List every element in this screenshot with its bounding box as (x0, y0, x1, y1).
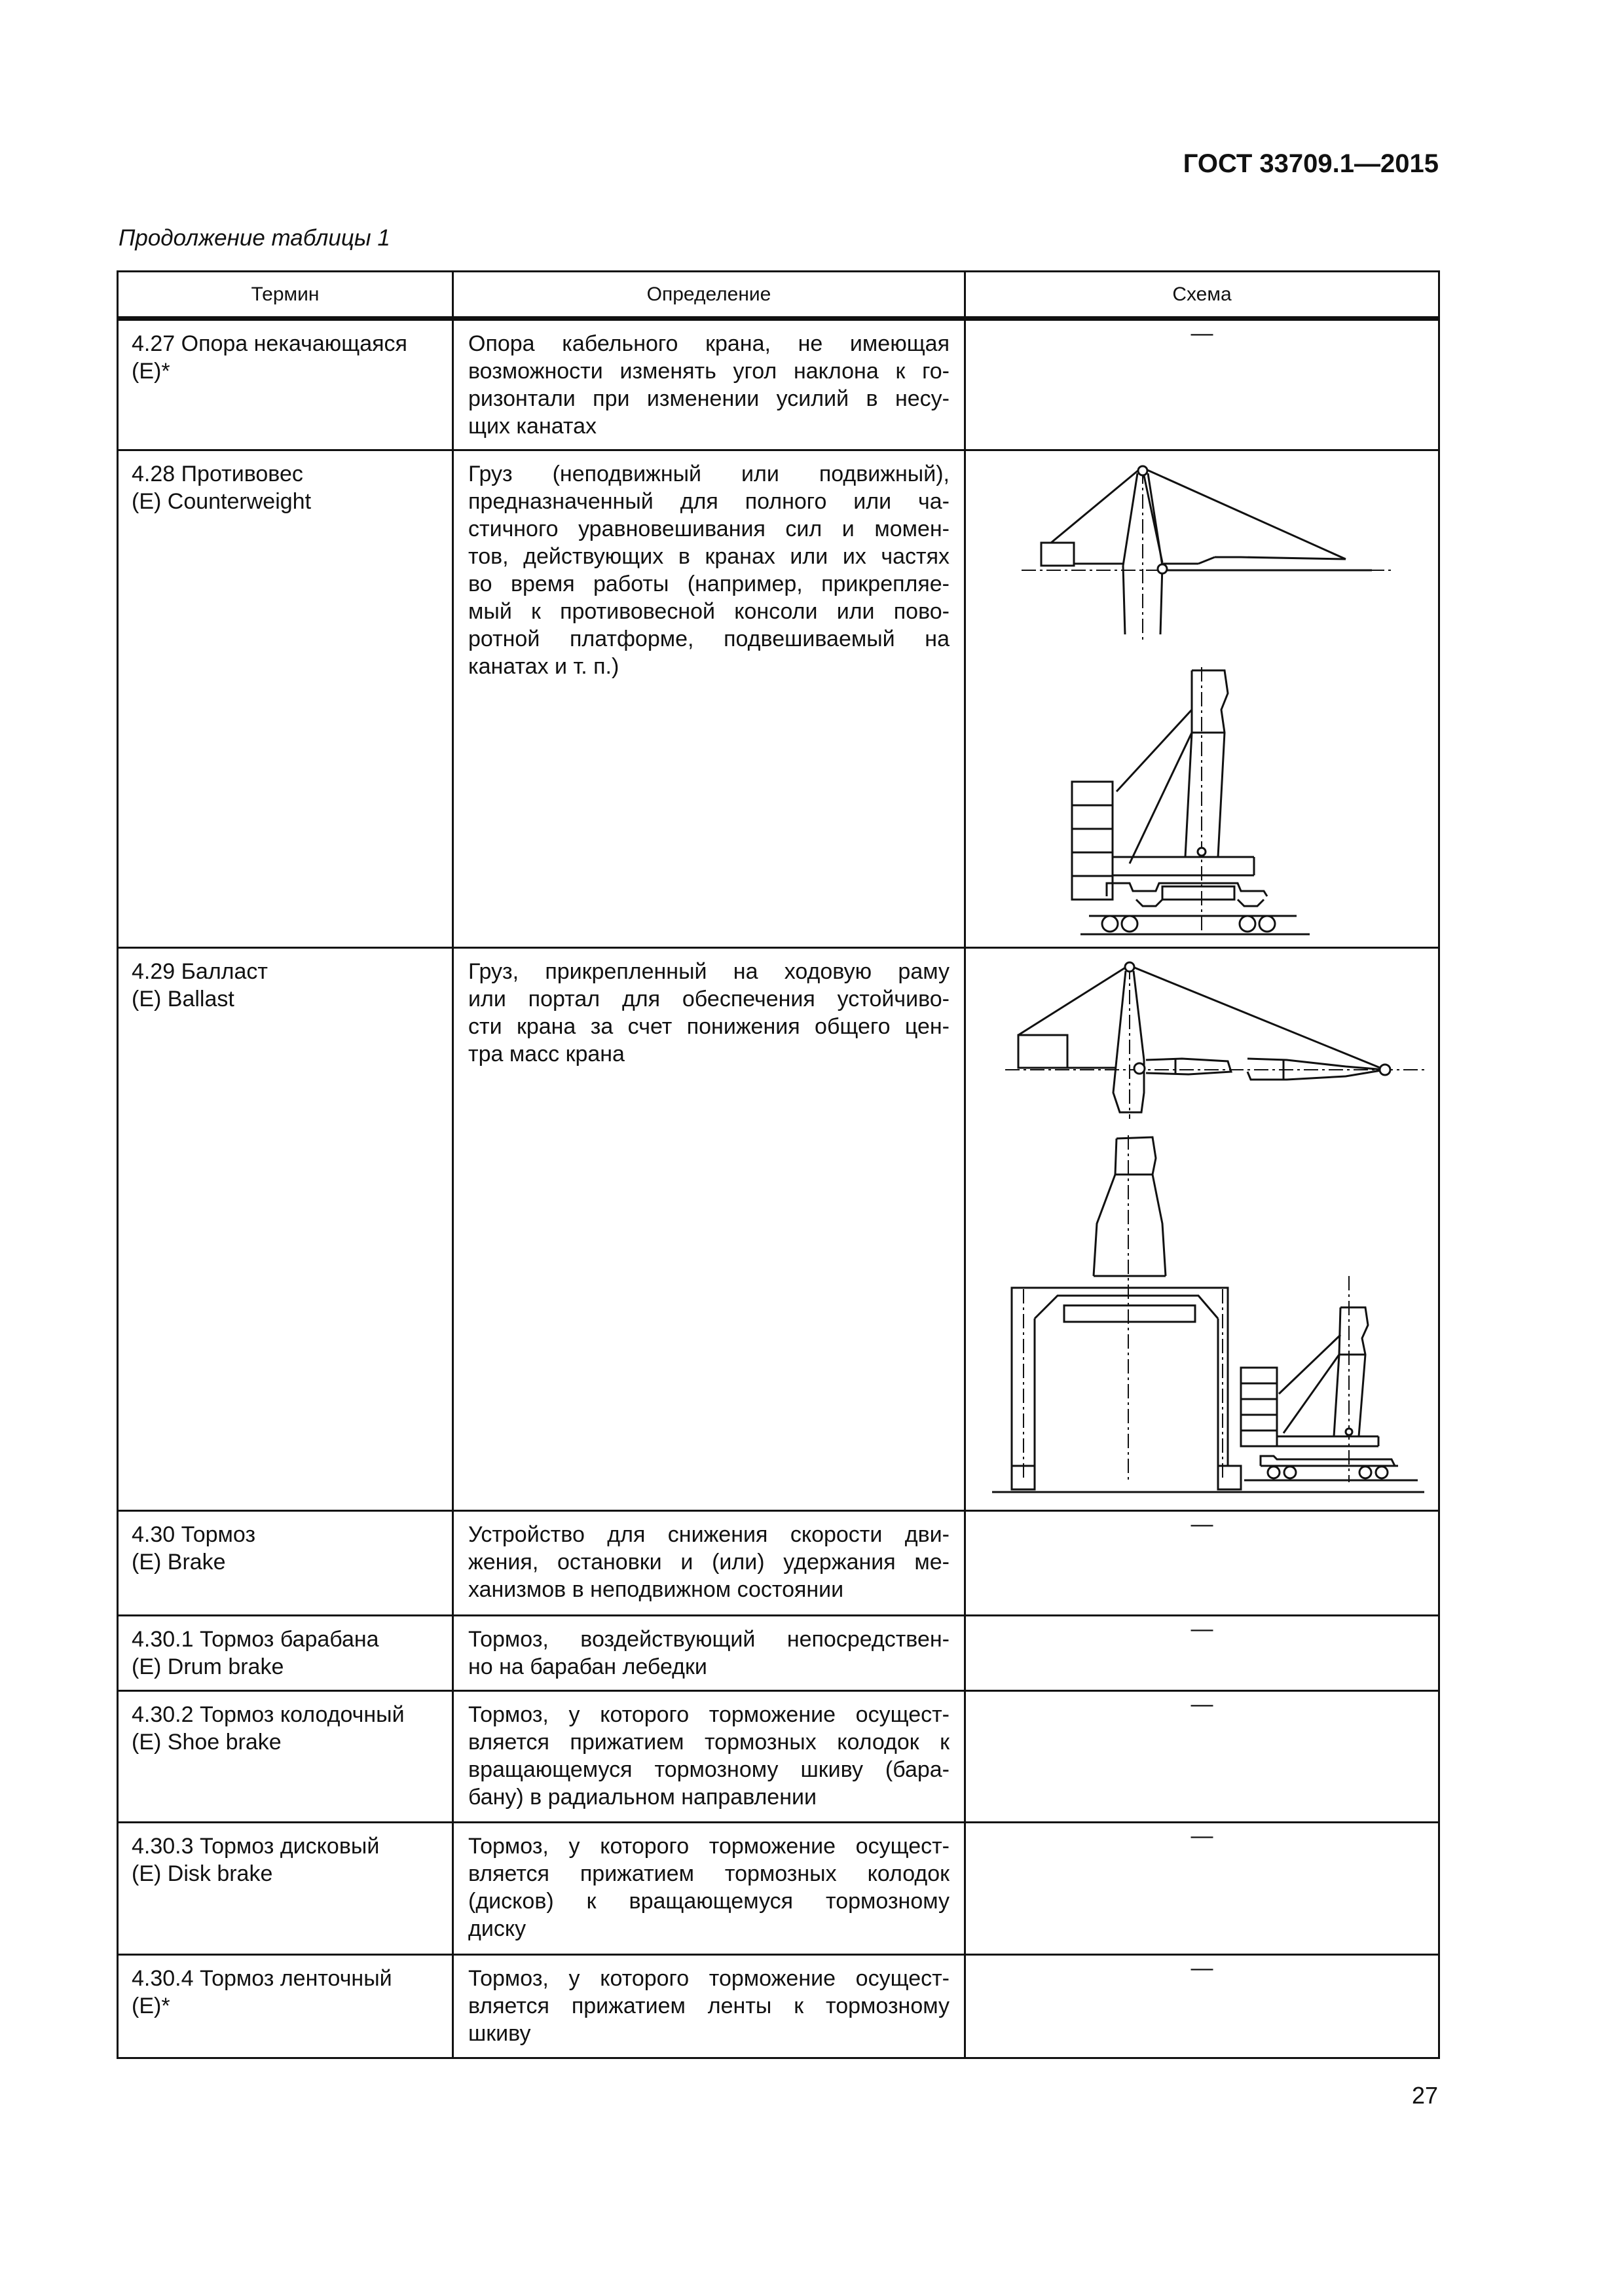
schema-cell: — (965, 1955, 1439, 2058)
definition-line: предназначенный для полного или ча- (468, 489, 950, 514)
definition-line: Опора кабельного крана, не имеющая (468, 331, 950, 356)
ballast-crane-schemes (966, 949, 1440, 1509)
definition-line: Тормоз, у которого торможение осущест- (468, 1834, 950, 1859)
definition-line: (дисков) к вращающемуся тормозному (468, 1889, 950, 1914)
term-name: 4.30.3 Тормоз дисковый (132, 1834, 380, 1859)
definition-cell (453, 1616, 965, 1691)
column-header-term: Термин (118, 272, 453, 319)
definition-line: ротной платформе, подвешиваемый на (468, 627, 950, 651)
definition-line: или портал для обеспечения устойчиво- (468, 987, 950, 1011)
definition-cell (453, 450, 965, 948)
definition-line: Тормоз, воздействующий непосредствен- (468, 1627, 950, 1652)
table-row (118, 1823, 1439, 1955)
definition-line: вращающемуся тормозному шкиву (бара- (468, 1757, 950, 1782)
definition-line: Устройство для снижения скорости дви- (468, 1522, 950, 1547)
portal-crane-top-scheme (1005, 962, 1424, 1119)
definition-line: вляется прижатием тормозных колодок к (468, 1730, 950, 1755)
term-cell (118, 948, 453, 1511)
definition-line: Груз (неподвижный или подвижный), (468, 462, 950, 486)
definition-line: Груз, прикрепленный на ходовую раму (468, 959, 950, 984)
small-mobile-crane-scheme (1241, 1276, 1418, 1482)
schema-cell (965, 450, 1439, 948)
definition-line: тра масс крана (468, 1042, 625, 1066)
term-name: 4.30.2 Тормоз колодочный (132, 1702, 405, 1727)
table-continuation-label: Продолжение таблицы 1 (119, 225, 390, 251)
column-header-schema: Схема (965, 272, 1439, 319)
term-cell (118, 319, 453, 450)
term-english: (E) Disk brake (132, 1861, 273, 1886)
table-row (118, 1955, 1439, 2058)
term-cell (118, 450, 453, 948)
term-english: (E) Counterweight (132, 489, 312, 514)
term-english: (E) Shoe brake (132, 1730, 282, 1755)
term-cell (118, 1511, 453, 1616)
term-cell (118, 1955, 453, 2058)
term-name: 4.30.1 Тормоз барабана (132, 1627, 379, 1652)
definition-line: во время работы (например, прикрепляе- (468, 572, 950, 596)
table-header-row (118, 272, 1439, 319)
tower-crane-scheme (1022, 466, 1392, 641)
definition-line: но на барабан лебедки (468, 1654, 707, 1679)
portal-gantry-scheme (1012, 1135, 1241, 1489)
term-english: (E) Drum brake (132, 1654, 284, 1679)
counterweight-crane-schemes (966, 451, 1440, 946)
definition-line: диску (468, 1916, 526, 1941)
column-header-definition: Определение (453, 272, 965, 319)
schema-cell: — (965, 1823, 1439, 1955)
table-row (118, 1616, 1439, 1691)
table-row (118, 450, 1439, 948)
mobile-crane-scheme (1072, 667, 1310, 934)
definition-line: вляется прижатием ленты к тормозному (468, 1994, 950, 2018)
term-name: 4.27 Опора некачающаяся (132, 331, 407, 356)
definition-line: щих канатах (468, 414, 597, 439)
definition-line: ханизмов в неподвижном состоянии (468, 1577, 844, 1602)
schema-cell (965, 948, 1439, 1511)
definition-line: тов, действующих в кранах или их частях (468, 544, 950, 569)
definition-cell (453, 1511, 965, 1616)
term-english: (E)* (132, 359, 170, 384)
definition-cell (453, 948, 965, 1511)
definition-cell (453, 1823, 965, 1955)
definition-line: мый к противовесной консоли или пово- (468, 599, 950, 624)
definition-cell (453, 1955, 965, 2058)
term-english: (E)* (132, 1994, 170, 2018)
term-english: (E) Ballast (132, 987, 234, 1011)
definition-line: сти крана за счет понижения общего цен- (468, 1014, 950, 1039)
table-row (118, 948, 1439, 1511)
term-name: 4.30 Тормоз (132, 1522, 256, 1547)
term-english: (E) Brake (132, 1550, 226, 1575)
definition-cell (453, 319, 965, 450)
schema-cell: — (965, 319, 1439, 450)
schema-cell: — (965, 1691, 1439, 1823)
term-name: 4.29 Балласт (132, 959, 268, 984)
definition-line: стичного уравновешивания сил и момен- (468, 517, 950, 541)
term-cell (118, 1691, 453, 1823)
definition-line: канатах и т. п.) (468, 654, 619, 679)
definition-line: ризонтали при изменении усилий в несу- (468, 386, 950, 411)
definition-line: жения, остановки и (или) удержания ме- (468, 1550, 950, 1575)
definition-line: возможности изменять угол наклона к го- (468, 359, 950, 384)
table-row (118, 319, 1439, 450)
definition-cell (453, 1691, 965, 1823)
page-number: 27 (1411, 2082, 1438, 2109)
definition-line: вляется прижатием тормозных колодок (468, 1861, 950, 1886)
table-row (118, 1511, 1439, 1616)
term-cell (118, 1823, 453, 1955)
schema-cell: — (965, 1511, 1439, 1616)
schema-cell: — (965, 1616, 1439, 1691)
table-row (118, 1691, 1439, 1823)
term-name: 4.30.4 Тормоз ленточный (132, 1966, 392, 1991)
term-cell (118, 1616, 453, 1691)
definition-line: Тормоз, у которого торможение осущест- (468, 1966, 950, 1991)
term-name: 4.28 Противовес (132, 462, 303, 486)
definition-line: бану) в радиальном направлении (468, 1785, 817, 1810)
document-number: ГОСТ 33709.1—2015 (1183, 149, 1439, 178)
definition-line: Тормоз, у которого торможение осущест- (468, 1702, 950, 1727)
terms-table (117, 270, 1440, 2059)
definition-line: шкиву (468, 2021, 531, 2046)
